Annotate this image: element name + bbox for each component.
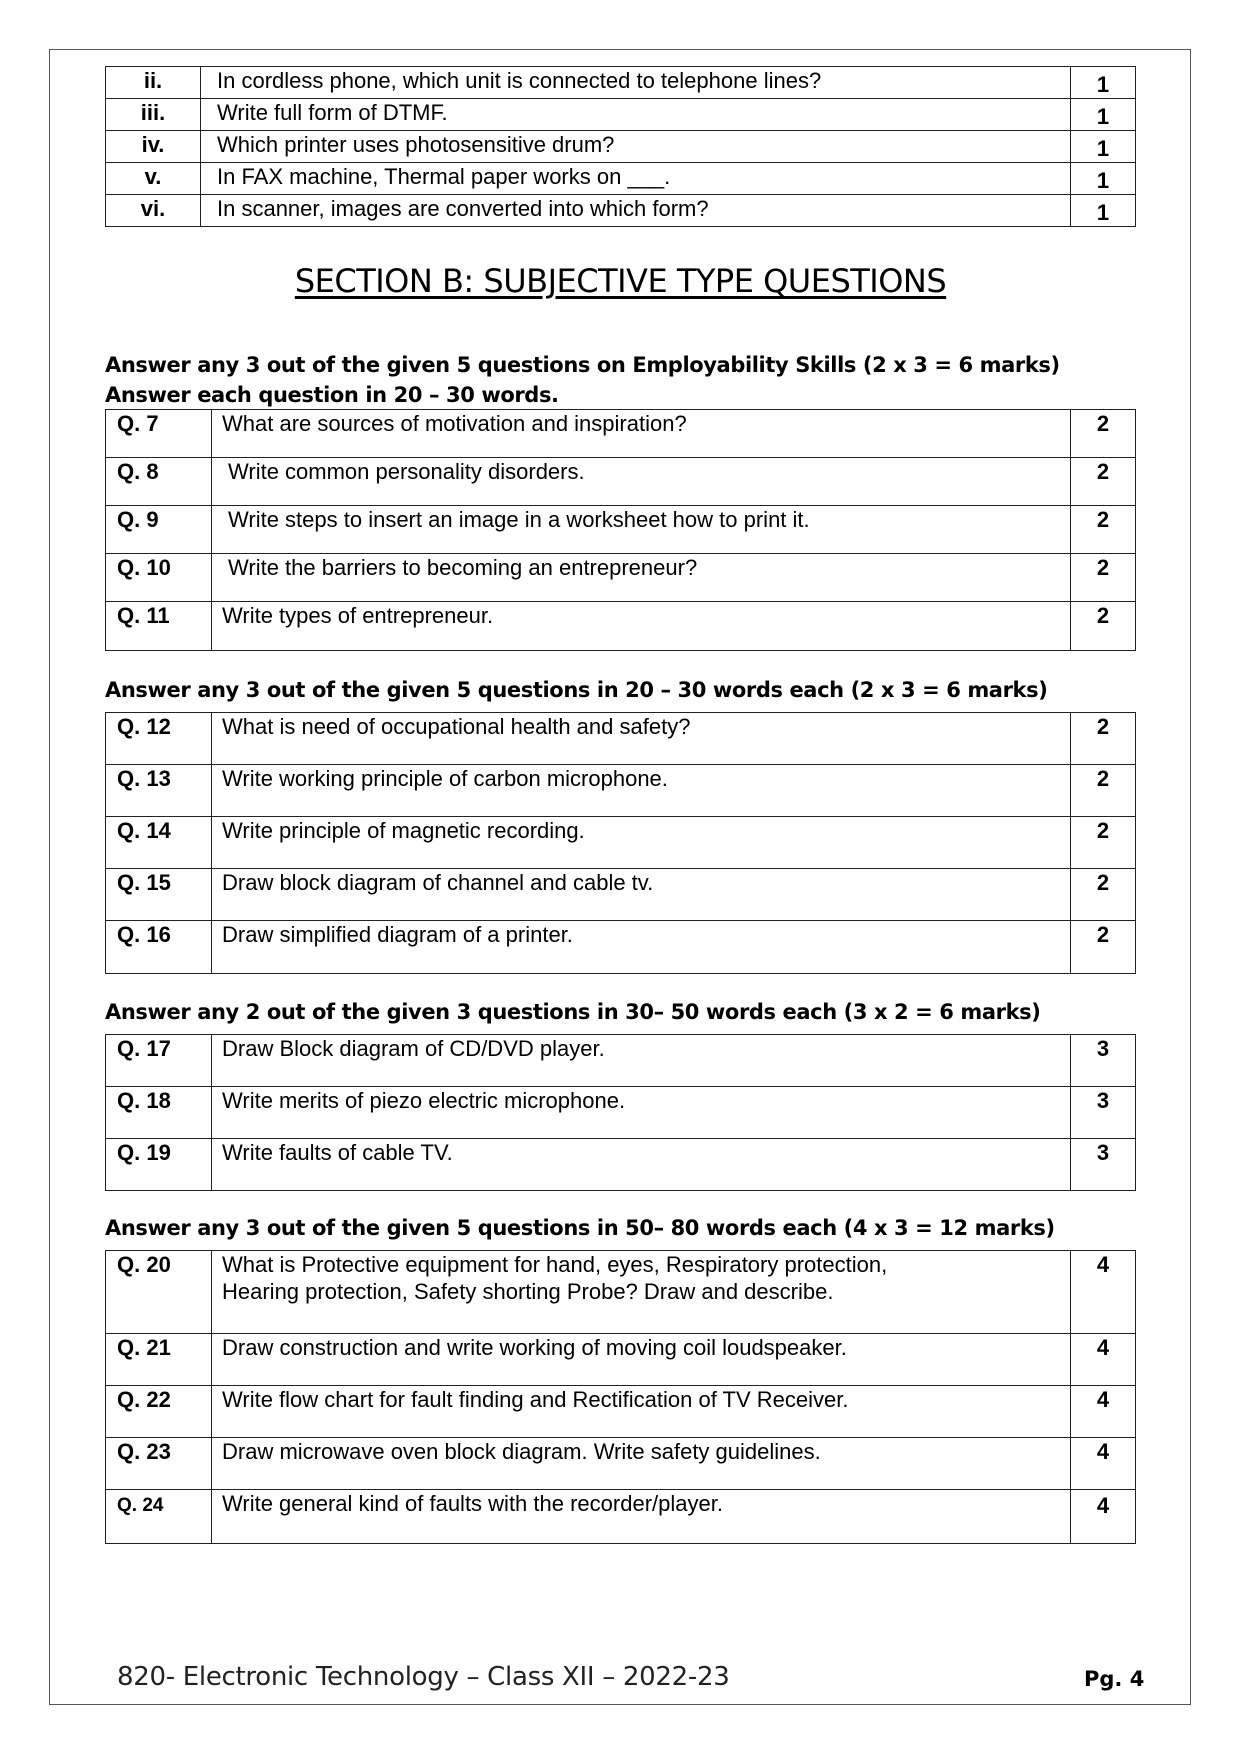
question-marks: 1	[1071, 163, 1136, 195]
question-number: Q. 19	[106, 1139, 212, 1191]
table-row	[106, 67, 1136, 99]
question-text: Write flow chart for fault finding and Rectification of TV Receiver.	[212, 1386, 1071, 1438]
group1-instruction: Answer any 3 out of the given 5 questions on Employability Skills (2 x 3 = 6 marks)	[105, 353, 1060, 377]
question-text: In FAX machine, Thermal paper works on ___.	[201, 163, 1071, 195]
question-text: What is need of occupational health and safety?	[212, 713, 1071, 765]
question-marks: 1	[1071, 99, 1136, 131]
question-text: Write full form of DTMF.	[201, 99, 1071, 131]
question-number: Q. 14	[106, 817, 212, 869]
table-row	[106, 1139, 1136, 1191]
question-text: Write principle of magnetic recording.	[212, 817, 1071, 869]
question-number: v.	[106, 163, 201, 195]
question-marks: 1	[1071, 195, 1136, 227]
question-text: Write merits of piezo electric microphone.	[212, 1087, 1071, 1139]
question-number: Q. 11	[106, 602, 212, 651]
table-row	[106, 817, 1136, 869]
subject-questions-table-4marks	[105, 1250, 1136, 1544]
question-number: iv.	[106, 131, 201, 163]
question-number: Q. 24	[106, 1490, 212, 1544]
table-row	[106, 869, 1136, 921]
question-text: Write common personality disorders.	[212, 458, 1071, 506]
question-marks: 3	[1071, 1035, 1136, 1087]
table-row	[106, 1334, 1136, 1386]
question-number: Q. 8	[106, 458, 212, 506]
question-number: Q. 15	[106, 869, 212, 921]
question-text: What is Protective equipment for hand, eyes, Respiratory protection, Hearing protection, Safety shorting Probe? Draw and describe.	[212, 1251, 1071, 1334]
question-text: Write steps to insert an image in a worksheet how to print it.	[212, 506, 1071, 554]
question-text: Draw simplified diagram of a printer.	[212, 921, 1071, 974]
question-marks: 2	[1071, 410, 1136, 458]
question-text: In scanner, images are converted into which form?	[201, 195, 1071, 227]
question-text: Draw block diagram of channel and cable tv.	[212, 869, 1071, 921]
table-row	[106, 506, 1136, 554]
question-number: Q. 12	[106, 713, 212, 765]
subject-questions-table-3marks	[105, 1034, 1136, 1191]
question-marks: 3	[1071, 1087, 1136, 1139]
question-marks: 2	[1071, 713, 1136, 765]
question-number: Q. 23	[106, 1438, 212, 1490]
question-text: Write faults of cable TV.	[212, 1139, 1071, 1191]
question-marks: 4	[1071, 1386, 1136, 1438]
question-number: Q. 16	[106, 921, 212, 974]
question-number: Q. 18	[106, 1087, 212, 1139]
question-number: Q. 7	[106, 410, 212, 458]
question-number: Q. 17	[106, 1035, 212, 1087]
question-number: Q. 21	[106, 1334, 212, 1386]
question-text: Draw construction and write working of moving coil loudspeaker.	[212, 1334, 1071, 1386]
question-text: Draw Block diagram of CD/DVD player.	[212, 1035, 1071, 1087]
question-marks: 2	[1071, 817, 1136, 869]
employability-questions-table	[105, 409, 1136, 651]
objective-questions-table	[105, 66, 1136, 227]
question-marks: 2	[1071, 458, 1136, 506]
question-marks: 4	[1071, 1490, 1136, 1544]
table-row	[106, 602, 1136, 651]
question-text: What are sources of motivation and inspiration?	[212, 410, 1071, 458]
question-number: ii.	[106, 67, 201, 99]
question-number: Q. 20	[106, 1251, 212, 1334]
question-text: In cordless phone, which unit is connected to telephone lines?	[201, 67, 1071, 99]
footer-title: 820- Electronic Technology – Class XII – 2022-23	[117, 1662, 730, 1692]
question-marks: 2	[1071, 506, 1136, 554]
page-number: Pg. 4	[1084, 1667, 1145, 1691]
question-number: Q. 13	[106, 765, 212, 817]
question-number: Q. 9	[106, 506, 212, 554]
question-text: Write general kind of faults with the recorder/player.	[212, 1490, 1071, 1544]
question-marks: 4	[1071, 1334, 1136, 1386]
table-row	[106, 765, 1136, 817]
table-row	[106, 458, 1136, 506]
question-text: Write the barriers to becoming an entrepreneur?	[212, 554, 1071, 602]
question-marks: 1	[1071, 67, 1136, 99]
table-row	[106, 131, 1136, 163]
group2-instruction: Answer any 3 out of the given 5 questions in 20 – 30 words each (2 x 3 = 6 marks)	[105, 678, 1048, 702]
table-row	[106, 921, 1136, 974]
table-row	[106, 163, 1136, 195]
table-row	[106, 1035, 1136, 1087]
question-text: Write types of entrepreneur.	[212, 602, 1071, 651]
question-marks: 2	[1071, 869, 1136, 921]
question-number: vi.	[106, 195, 201, 227]
table-row	[106, 410, 1136, 458]
table-row	[106, 1087, 1136, 1139]
question-marks: 2	[1071, 921, 1136, 974]
question-marks: 4	[1071, 1438, 1136, 1490]
question-marks: 2	[1071, 765, 1136, 817]
question-marks: 1	[1071, 131, 1136, 163]
question-text: Draw microwave oven block diagram. Write safety guidelines.	[212, 1438, 1071, 1490]
table-row	[106, 99, 1136, 131]
group3-instruction: Answer any 2 out of the given 3 questions in 30– 50 words each (3 x 2 = 6 marks)	[105, 1000, 1041, 1024]
question-marks: 4	[1071, 1251, 1136, 1334]
subject-questions-table-2marks	[105, 712, 1136, 974]
question-marks: 3	[1071, 1139, 1136, 1191]
table-row	[106, 1490, 1136, 1544]
question-text: Write working principle of carbon microphone.	[212, 765, 1071, 817]
group4-instruction: Answer any 3 out of the given 5 questions in 50– 80 words each (4 x 3 = 12 marks)	[105, 1216, 1055, 1240]
question-number: iii.	[106, 99, 201, 131]
question-number: Q. 22	[106, 1386, 212, 1438]
table-row	[106, 713, 1136, 765]
table-row	[106, 1251, 1136, 1334]
table-row	[106, 1386, 1136, 1438]
question-marks: 2	[1071, 554, 1136, 602]
question-marks: 2	[1071, 602, 1136, 651]
group1-instruction-words: Answer each question in 20 – 30 words.	[105, 383, 559, 407]
question-text: Which printer uses photosensitive drum?	[201, 131, 1071, 163]
table-row	[106, 1438, 1136, 1490]
table-row	[106, 195, 1136, 227]
table-row	[106, 554, 1136, 602]
section-heading: SECTION B: SUBJECTIVE TYPE QUESTIONS	[294, 262, 947, 300]
question-number: Q. 10	[106, 554, 212, 602]
